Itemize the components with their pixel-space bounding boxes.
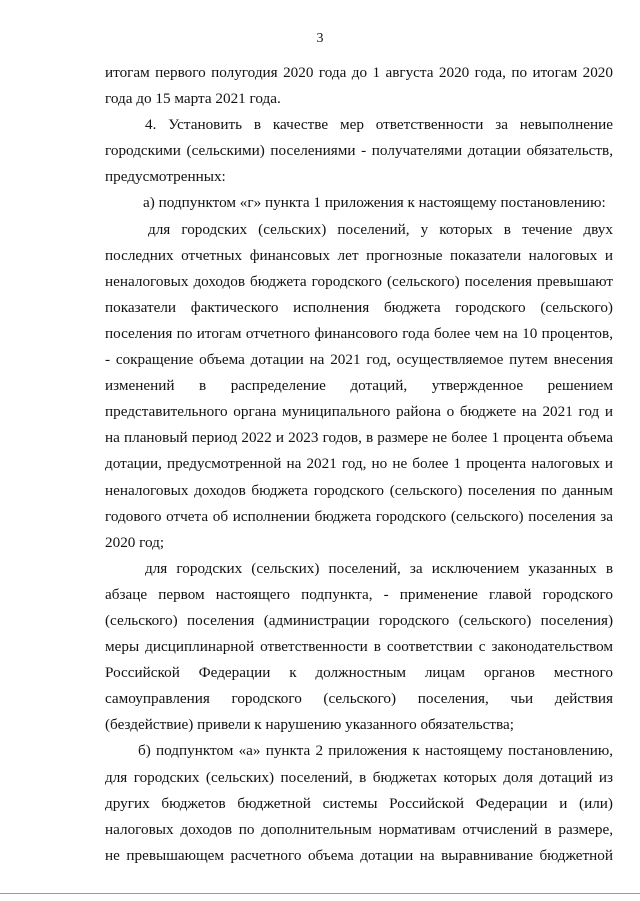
text-line: для городских (сельских) поселений, в бюджетах которых доля дотаций из	[105, 768, 613, 786]
text-line: Российской Федерации к должностным лицам органов местного	[105, 664, 613, 682]
text-line: итогам первого полугодия 2020 года до 1 августа 2020 года, по итогам 2020	[105, 64, 613, 81]
text-line: для городских (сельских) поселений, у которых в течение двух	[148, 220, 613, 238]
page-number: 3	[316, 31, 324, 46]
paragraph	[105, 738, 613, 868]
text-line: года до 15 марта 2021 года.	[105, 90, 281, 108]
text-line: на плановый период 2022 и 2023 годов, в размере не более 1 процента объема	[105, 429, 613, 447]
text-line: самоуправления городского (сельского) поселения, чьи действия	[105, 690, 613, 708]
text-line: годового отчета об исполнении бюджета городского (сельского) поселения за	[105, 507, 613, 525]
paragraph	[105, 556, 613, 739]
text-line: меры дисциплинарной ответственности в соответствии с законодательством	[105, 638, 613, 656]
text-line: неналоговых доходов бюджета городского (сельского) поселения по данным	[105, 481, 613, 499]
text-line: а) подпунктом «г» пункта 1 приложения к настоящему постановлению:	[143, 194, 606, 212]
text-line: б) подпунктом «а» пункта 2 приложения к настоящему постановлению,	[138, 742, 613, 760]
text-line: дотации, предусмотренной на 2021 год, но не более 1 процента налоговых и	[105, 455, 613, 473]
text-line: для городских (сельских) поселений, за исключением указанных в	[145, 559, 613, 577]
text-line: изменений в распределение дотаций, утвержденное решением	[105, 377, 613, 395]
text-line: поселения по итогам отчетного финансового года более чем на 10 процентов,	[105, 324, 613, 342]
text-line: налоговых доходов по дополнительным нормативам отчислений в размере,	[105, 820, 613, 838]
text-line: городскими (сельскими) поселениями - получателями дотации обязательств,	[105, 142, 613, 160]
text-line: не превышающем расчетного объема дотации на выравнивание бюджетной	[105, 846, 613, 864]
text-line: - сокращение объема дотации на 2021 год, осуществляемое путем внесения	[105, 351, 613, 369]
text-line: показатели фактического исполнения бюджета городского (сельского)	[105, 298, 613, 316]
page-bottom-edge	[0, 893, 640, 894]
text-line: 2020 год;	[105, 533, 165, 551]
paragraph	[105, 190, 613, 216]
text-line: представительного органа муниципального района о бюджете на 2021 год и	[105, 403, 613, 421]
text-line: неналоговых доходов бюджета городского (сельского) поселения превышают	[105, 272, 613, 290]
text-line: последних отчетных финансовых лет прогнозные показатели налоговых и	[105, 246, 613, 264]
paragraph	[105, 217, 613, 556]
paragraph	[105, 112, 613, 190]
text-line: абзаце первом настоящего подпункта, - применение главой городского	[105, 585, 613, 603]
text-line: (бездействие) привели к нарушению указанного обязательства;	[105, 716, 514, 734]
text-line: предусмотренных:	[105, 168, 226, 186]
text-line: (сельского) поселения (администрации городского (сельского) поселения)	[105, 611, 613, 629]
paragraph	[105, 60, 613, 112]
text-line: других бюджетов бюджетной системы Российской Федерации и (или)	[105, 794, 613, 812]
document-body	[105, 60, 613, 869]
text-line: 4. Установить в качестве мер ответственности за невыполнение	[145, 116, 613, 134]
